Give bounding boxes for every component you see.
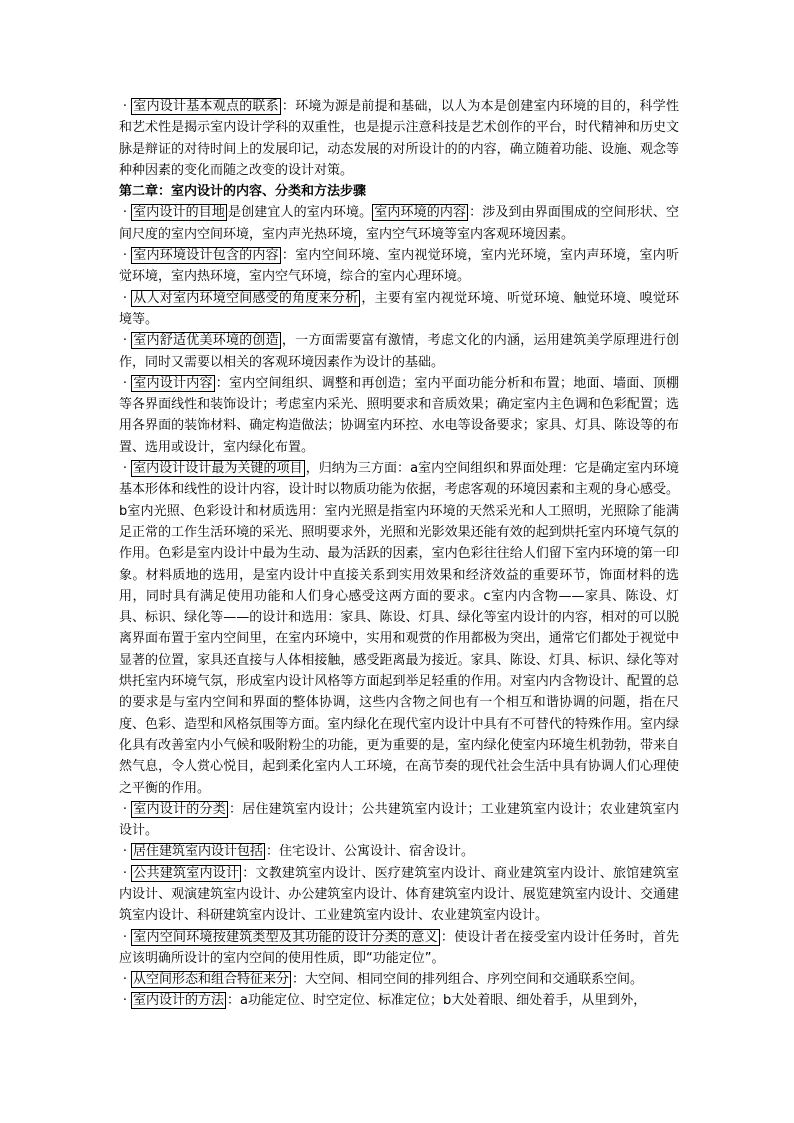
bullet: · xyxy=(122,205,128,221)
bullet: · xyxy=(122,461,128,477)
bullet: · xyxy=(122,248,128,264)
bullet: · xyxy=(122,865,128,881)
bullet: · xyxy=(122,801,128,817)
paragraph-text: ：a功能定位、时空定位、标准定位；b大处着眼、细处着手，从里到外， xyxy=(227,993,647,1009)
boxed-term: 室内设计内容 xyxy=(133,375,213,391)
bullet: · xyxy=(122,290,128,306)
paragraph-text: ：大空间、相同空间的排列组合、序列空间和交通联系空间。 xyxy=(292,972,644,988)
boxed-term: 公共建筑室内设计 xyxy=(133,865,240,881)
chapter-heading: 第二章：室内设计的内容、分类和方法步骤 xyxy=(119,184,367,200)
paragraph-design-purpose xyxy=(119,202,679,245)
paragraph-residential xyxy=(119,841,679,862)
paragraph-methods xyxy=(119,990,679,1011)
paragraph-text: ，主要有室内视觉环境、听觉环境、触觉环境、嗅觉环境等。 xyxy=(119,290,679,327)
bullet: · xyxy=(122,993,128,1009)
paragraph-text: ：室内空间环境、室内视觉环境，室内光环境，室内声环境，室内听觉环境，室内热环境，室内空气环境，综合的室内心理环境。 xyxy=(119,248,679,285)
paragraph-key-items xyxy=(119,458,679,799)
paragraph-text: ：涉及到由界面围成的空间形状、空间尺度的室内空间环境，室内声光热环境，室内空气环境等室内客观环境因素。 xyxy=(119,205,679,242)
boxed-term: 室内设计基本观点的联系 xyxy=(133,99,279,114)
paragraph-text: ：室内空间组织、调整和再创造；室内平面功能分析和布置；地面、墙面、顶棚等各界面线性和装饰设计；考虑室内采光、照明要求和音质效果；确定室内主色调和色彩配置；选用各界面的装饰材料、确定构造做法；协调室内环控、水电等设备要求；家具、灯具、陈设等的布置、选用或设计，室内绿化布置。 xyxy=(119,375,679,455)
bullet: · xyxy=(122,972,128,988)
boxed-term: 从人对室内环境空间感受的角度来分析 xyxy=(133,290,359,306)
boxed-term: 室内设计的方法 xyxy=(133,993,225,1009)
paragraph-design-content xyxy=(119,373,679,458)
paragraph-text: ：文教建筑室内设计、医疗建筑室内设计、商业建筑室内设计、旅馆建筑室内设计、观演建筑室内设计、办公建筑室内设计、体育建筑室内设计、展览建筑室内设计、交通建筑室内设计、科研建筑室内设计、工业建筑室内设计、农业建筑室内设计。 xyxy=(119,865,679,924)
paragraph-creation xyxy=(119,330,679,373)
boxed-term: 室内环境设计包含的内容 xyxy=(133,248,279,264)
document-page xyxy=(119,96,679,1012)
paragraph-public xyxy=(119,863,679,927)
bullet: · xyxy=(122,929,128,945)
paragraph-classification xyxy=(119,799,679,842)
paragraph-text: ：使设计者在接受室内设计任务时，首先应该明确所设计的室内空间的使用性质，即“功能定位”。 xyxy=(119,929,679,966)
paragraph-perception xyxy=(119,288,679,331)
paragraph-text: 是创建宜人的室内环境。 xyxy=(227,205,373,221)
paragraph-text: ，归纳为三方面：a室内空间组织和界面处理：它是确定室内环境基本形体和线性的设计内容，设计时以物质功能为依据，考虑客观的环境因素和主观的身心感受。b室内光照、色彩设计和材质选用：室内光照是指室内环境的天然采光和人工照明，光照除了能满足正常的工作生活环境的采光、照明要求外，光照和光影效果还能有效的起到烘托室内环境气氛的作用。色彩是室内设计中最为生动、最为活跃的因素，室内色彩往往给人们留下室内环境的第一印象。材料质地的选用，是室内设计中直接关系到实用效果和经济效益的重要环节，饰面材料的选用，同时具有满足使用功能和人们身心感受这两方面的要求。c室内内含物——家具、陈设、灯具、标识、绿化等——的设计和选用：家具、陈设、灯具、绿化等室内设计的内容，相对的可以脱离界面布置于室内空间里，在室内环境中，实用和观赏的作用都极为突出，通常它们都处于视觉中显著的位置，家具还直接与人体相接触，感受距离最为接近。家具、陈设、灯具、标识、绿化等对烘托室内环境气氛，形成室内设计风格等方面起到举足轻重的作用。对室内内含物设计、配置的总的要求是与室内空间和界面的整体协调，这些内含物之间也有一个相互和谐协调的问题，指在尺度、色彩、造型和风格氛围等方面。室内绿化在现代室内设计中具有不可替代的特殊作用。室内绿化具有改善室内小气候和吸附粉尘的功能，更为重要的是，室内绿化使室内环境生机勃勃，带来自然气息，令人赏心悦目，起到柔化室内人工环境，在高节奏的现代社会生活中具有协调人们心理使之平衡的作用。 xyxy=(119,461,679,796)
paragraph-significance xyxy=(119,927,679,970)
boxed-term: 居住建筑室内设计包括 xyxy=(133,844,264,860)
paragraph-text: ：居住建筑室内设计；公共建筑室内设计；工业建筑室内设计；农业建筑室内设计。 xyxy=(119,801,679,839)
boxed-term: 从空间形态和组合特征来分 xyxy=(133,972,290,988)
paragraph-environment-contents xyxy=(119,245,679,288)
boxed-term: 室内设计的分类 xyxy=(133,801,226,817)
bullet: · xyxy=(122,844,128,860)
bullet: · xyxy=(122,375,128,391)
paragraph-text: ，一方面需要富有激情，考虑文化的内涵，运用建筑美学原理进行创作，同时又需要以相关的客观环境因素作为设计的基础。 xyxy=(119,333,679,370)
boxed-term: 室内环境的内容 xyxy=(374,205,467,221)
boxed-term: 室内舒适优美环境的创造 xyxy=(133,333,279,349)
bullet: · xyxy=(122,99,128,114)
bullet: · xyxy=(122,333,128,349)
boxed-term: 室内设计的目地 xyxy=(133,205,225,221)
paragraph-spatial-form xyxy=(119,969,679,990)
boxed-term: 室内空间环境按建筑类型及其功能的设计分类的意义 xyxy=(133,929,438,945)
paragraph-basic-viewpoints xyxy=(119,96,679,181)
paragraph-text: ：住宅设计、公寓设计、宿舍设计。 xyxy=(266,844,475,860)
boxed-term: 室内设计设计最为关键的项目 xyxy=(133,461,303,477)
paragraph-text: ：环境为源是前提和基础，以人为本是创建室内环境的目的，科学性和艺术性是揭示室内设计学科的双重性，也是提示注意科技是艺术创作的平台，时代精神和历史文脉是辩证的对待时间上的发展印记，动态发展的对所设计的的内容，确立随着功能、设施、观念等种种因素的变化而随之改变的设计对策。 xyxy=(119,99,679,178)
